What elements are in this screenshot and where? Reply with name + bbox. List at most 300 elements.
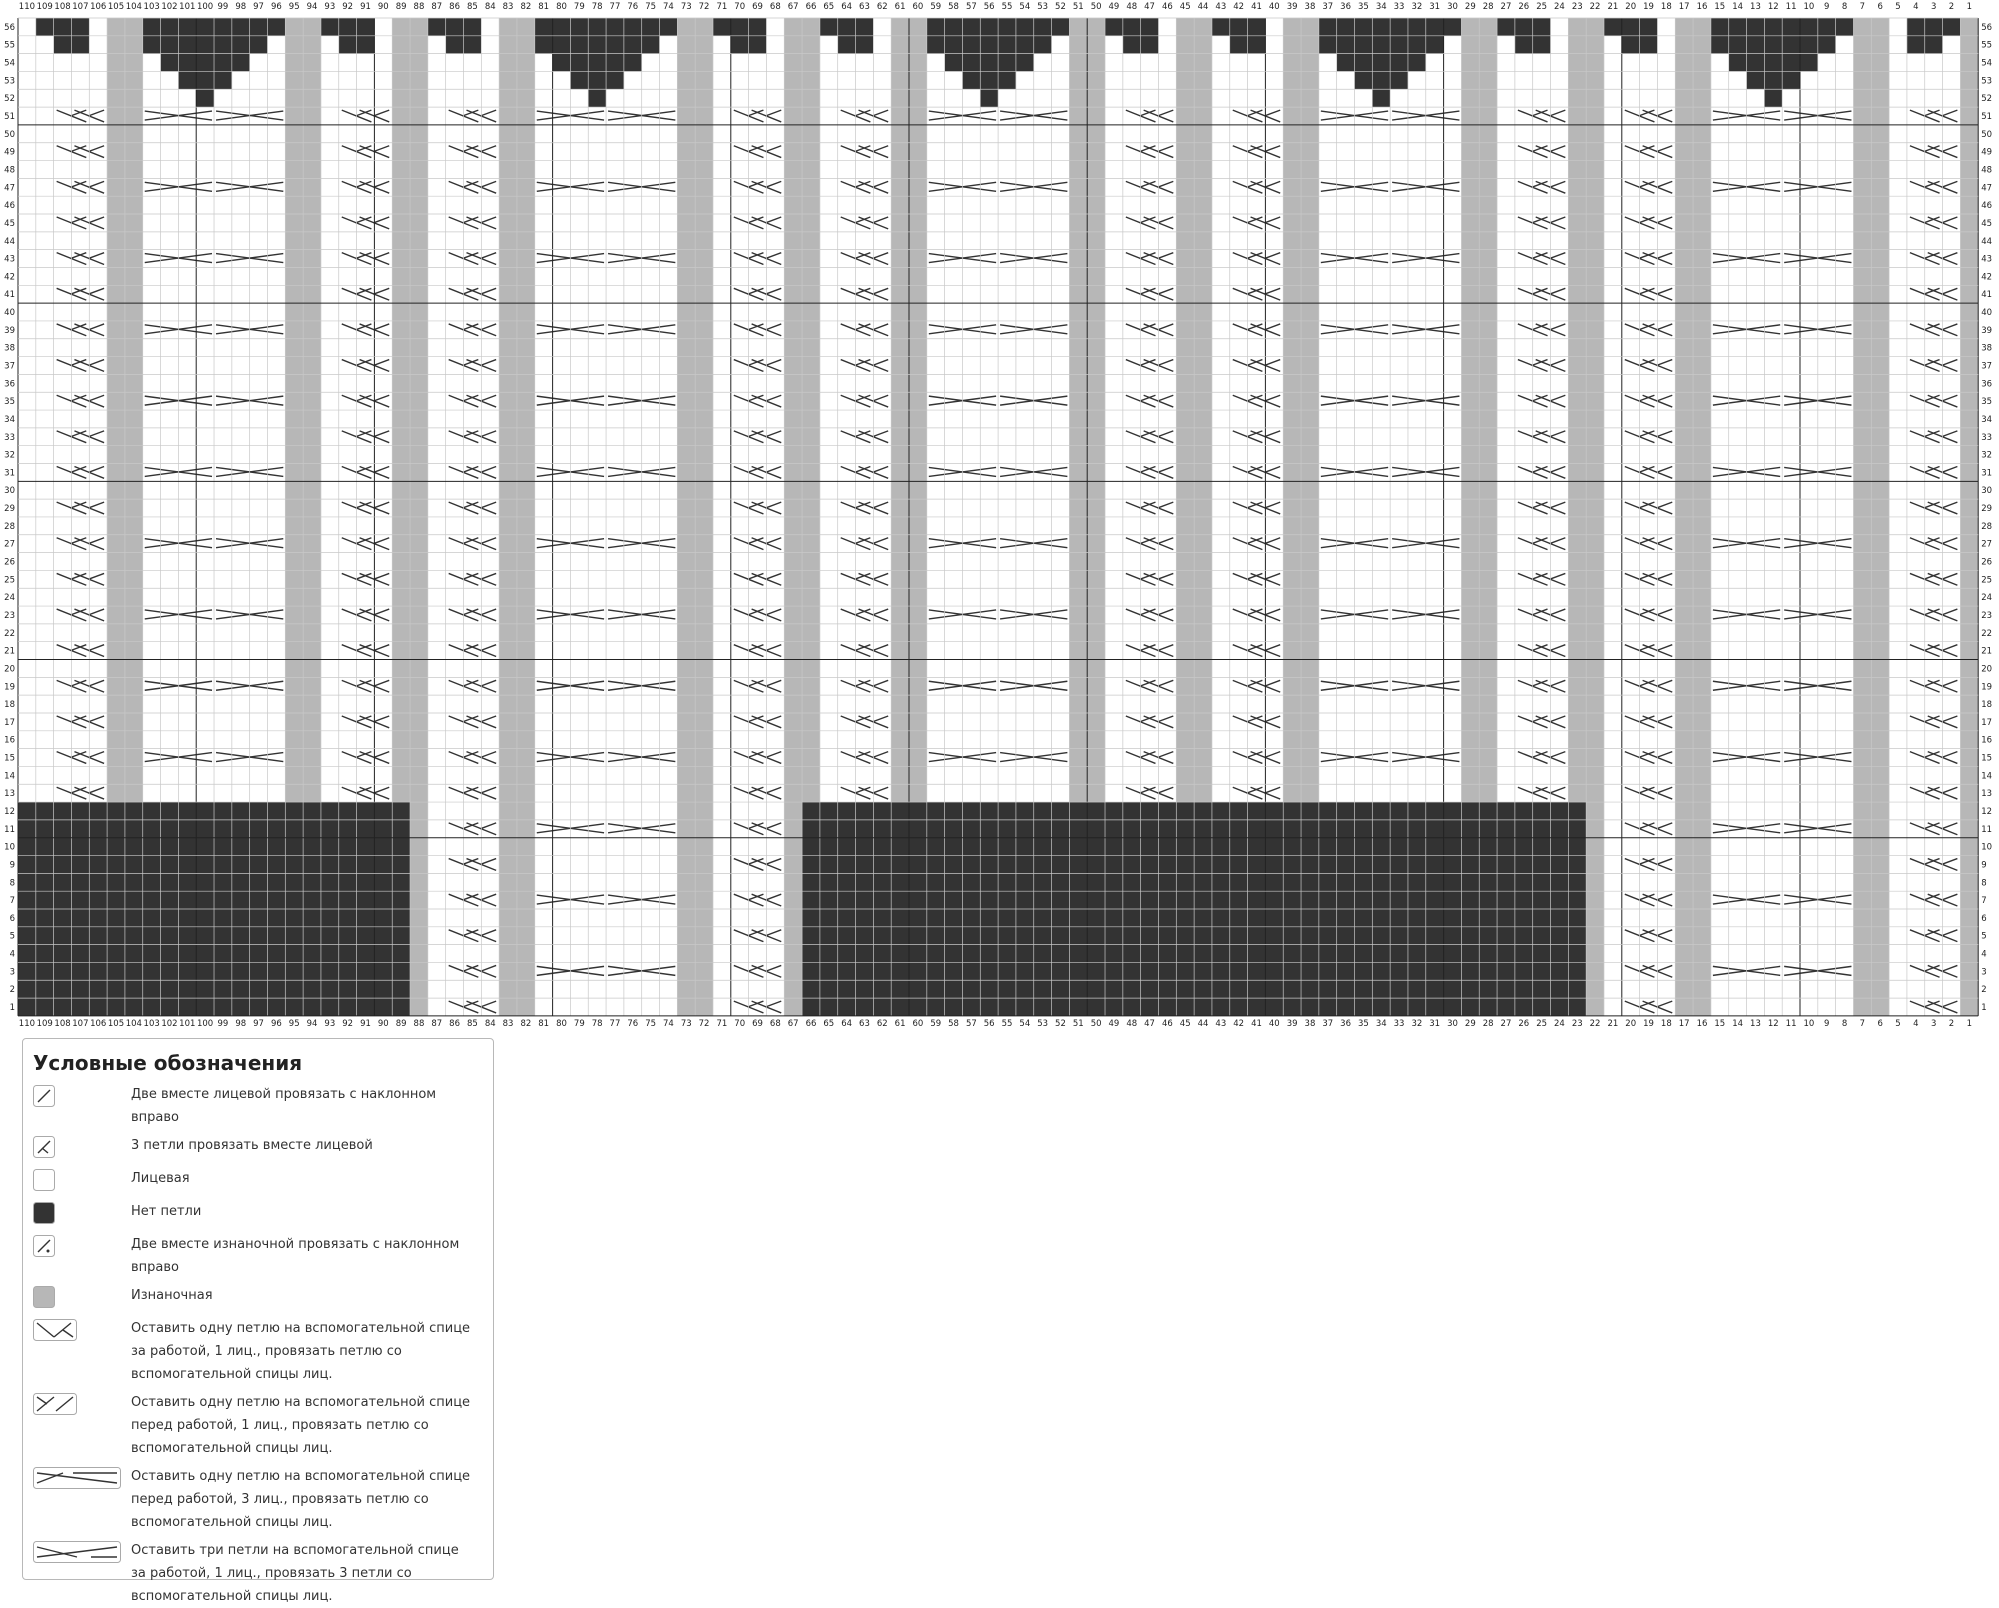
chart-cell	[107, 499, 125, 517]
chart-cell	[357, 588, 375, 606]
chart-cell	[891, 677, 909, 695]
chart-cell	[1711, 731, 1729, 749]
chart-cell	[1390, 517, 1408, 535]
chart-cell	[499, 535, 517, 553]
chart-cell	[713, 446, 731, 464]
chart-cell	[1800, 784, 1818, 802]
chart-cell	[1265, 891, 1283, 909]
chart-cell	[18, 998, 36, 1016]
chart-cell	[18, 214, 36, 232]
chart-cell	[1782, 250, 1800, 268]
chart-cell	[731, 766, 749, 784]
chart-cell	[1657, 909, 1675, 927]
chart-cell	[107, 766, 125, 784]
chart-cell	[1640, 642, 1658, 660]
chart-cell	[1497, 873, 1515, 891]
chart-cell	[36, 677, 54, 695]
chart-cell	[1034, 873, 1052, 891]
chart-cell	[1319, 446, 1337, 464]
chart-cell	[1711, 873, 1729, 891]
chart-cell	[909, 446, 927, 464]
chart-cell	[1158, 945, 1176, 963]
chart-cell	[178, 374, 196, 392]
chart-cell	[1087, 731, 1105, 749]
chart-cell	[1960, 570, 1978, 588]
chart-cell	[1889, 606, 1907, 624]
chart-cell	[1248, 570, 1266, 588]
chart-cell	[1069, 428, 1087, 446]
chart-cell	[909, 873, 927, 891]
chart-cell	[1836, 642, 1854, 660]
chart-cell	[464, 891, 482, 909]
chart-cell	[1604, 464, 1622, 482]
chart-cell	[642, 909, 660, 927]
chart-cell	[1087, 624, 1105, 642]
chart-cell	[1604, 214, 1622, 232]
chart-cell	[178, 446, 196, 464]
chart-cell	[1248, 909, 1266, 927]
chart-cell	[1123, 446, 1141, 464]
chart-cell	[1729, 998, 1747, 1016]
chart-cell	[1176, 945, 1194, 963]
chart-cell	[1925, 606, 1943, 624]
chart-cell	[909, 570, 927, 588]
chart-cell	[535, 499, 553, 517]
chart-cell	[1889, 553, 1907, 571]
chart-cell	[196, 766, 214, 784]
chart-cell	[1889, 642, 1907, 660]
chart-cell	[962, 214, 980, 232]
chart-cell	[161, 660, 179, 678]
chart-cell	[1372, 766, 1390, 784]
chart-cell	[392, 677, 410, 695]
chart-cell	[499, 588, 517, 606]
chart-cell	[1818, 838, 1836, 856]
chart-cell	[1337, 660, 1355, 678]
chart-cell	[392, 909, 410, 927]
chart-cell	[54, 873, 72, 891]
chart-cell	[606, 392, 624, 410]
chart-cell	[143, 998, 161, 1016]
chart-cell	[1889, 998, 1907, 1016]
chart-cell	[1283, 766, 1301, 784]
chart-cell	[392, 321, 410, 339]
chart-cell	[1355, 624, 1373, 642]
chart-cell	[1461, 642, 1479, 660]
chart-cell	[1230, 838, 1248, 856]
chart-cell	[1764, 588, 1782, 606]
chart-cell	[410, 499, 428, 517]
chart-cell	[1711, 339, 1729, 357]
chart-cell	[1337, 766, 1355, 784]
chart-cell	[374, 677, 392, 695]
chart-cell	[1800, 642, 1818, 660]
chart-cell	[250, 927, 268, 945]
chart-cell	[766, 499, 784, 517]
chart-cell	[535, 713, 553, 731]
chart-cell	[1194, 766, 1212, 784]
chart-cell	[1782, 481, 1800, 499]
chart-cell	[1711, 945, 1729, 963]
chart-cell	[962, 357, 980, 375]
chart-cell	[232, 695, 250, 713]
chart-cell	[1533, 392, 1551, 410]
chart-cell	[125, 606, 143, 624]
chart-cell	[1444, 962, 1462, 980]
chart-cell	[374, 820, 392, 838]
chart-cell	[1034, 267, 1052, 285]
chart-cell	[1390, 873, 1408, 891]
chart-cell	[1301, 267, 1319, 285]
chart-cell	[1158, 339, 1176, 357]
chart-cell	[1052, 339, 1070, 357]
chart-cell	[107, 481, 125, 499]
chart-cell	[1105, 535, 1123, 553]
chart-cell	[749, 731, 767, 749]
chart-cell	[606, 909, 624, 927]
chart-cell	[178, 642, 196, 660]
chart-cell	[499, 998, 517, 1016]
chart-cell	[1764, 499, 1782, 517]
chart-cell	[1747, 731, 1765, 749]
chart-cell	[481, 410, 499, 428]
chart-cell	[1533, 374, 1551, 392]
chart-cell	[588, 713, 606, 731]
chart-cell	[1551, 962, 1569, 980]
chart-cell	[36, 481, 54, 499]
chart-cell	[464, 232, 482, 250]
chart-cell	[873, 980, 891, 998]
chart-cell	[1301, 535, 1319, 553]
chart-cell	[1533, 410, 1551, 428]
chart-cell	[1176, 481, 1194, 499]
chart-cell	[873, 962, 891, 980]
chart-cell	[1622, 410, 1640, 428]
chart-cell	[1515, 553, 1533, 571]
chart-cell	[1586, 321, 1604, 339]
chart-cell	[89, 766, 107, 784]
chart-cell	[1622, 838, 1640, 856]
chart-cell	[1176, 392, 1194, 410]
chart-cell	[1818, 998, 1836, 1016]
chart-cell	[1675, 873, 1693, 891]
chart-cell	[1158, 410, 1176, 428]
chart-cell	[1853, 962, 1871, 980]
chart-cell	[1105, 624, 1123, 642]
chart-cell	[980, 962, 998, 980]
chart-cell	[1105, 784, 1123, 802]
chart-cell	[606, 250, 624, 268]
chart-cell	[838, 464, 856, 482]
chart-cell	[481, 624, 499, 642]
chart-cell	[1604, 766, 1622, 784]
chart-cell	[464, 285, 482, 303]
chart-cell	[1265, 267, 1283, 285]
chart-cell	[107, 891, 125, 909]
chart-cell	[428, 606, 446, 624]
chart-cell	[1390, 481, 1408, 499]
chart-cell	[1319, 731, 1337, 749]
chart-cell	[1747, 802, 1765, 820]
chart-cell	[1158, 784, 1176, 802]
chart-cell	[1087, 695, 1105, 713]
chart-cell	[357, 357, 375, 375]
chart-cell	[285, 998, 303, 1016]
chart-cell	[1747, 285, 1765, 303]
chart-cell	[214, 802, 232, 820]
chart-cell	[410, 891, 428, 909]
chart-cell	[339, 945, 357, 963]
chart-cell	[1141, 695, 1159, 713]
chart-cell	[481, 428, 499, 446]
chart-cell	[570, 945, 588, 963]
chart-cell	[357, 321, 375, 339]
chart-cell	[677, 909, 695, 927]
chart-cell	[1693, 499, 1711, 517]
chart-cell	[909, 321, 927, 339]
chart-cell	[196, 731, 214, 749]
chart-cell	[588, 499, 606, 517]
chart-cell	[1265, 464, 1283, 482]
chart-cell	[1319, 321, 1337, 339]
chart-cell	[1265, 606, 1283, 624]
chart-cell	[446, 321, 464, 339]
chart-cell	[1461, 517, 1479, 535]
chart-cell	[1693, 196, 1711, 214]
chart-cell	[606, 962, 624, 980]
chart-cell	[1052, 749, 1070, 767]
chart-cell	[161, 446, 179, 464]
chart-cell	[1141, 535, 1159, 553]
chart-cell	[446, 713, 464, 731]
chart-cell	[125, 856, 143, 874]
chart-cell	[125, 357, 143, 375]
chart-cell	[713, 339, 731, 357]
chart-cell	[1479, 517, 1497, 535]
chart-cell	[1194, 784, 1212, 802]
chart-cell	[1248, 766, 1266, 784]
chart-cell	[71, 784, 89, 802]
chart-cell	[161, 802, 179, 820]
chart-cell	[339, 856, 357, 874]
chart-cell	[588, 962, 606, 980]
chart-cell	[1123, 784, 1141, 802]
chart-cell	[1141, 927, 1159, 945]
chart-cell	[980, 553, 998, 571]
chart-cell	[321, 303, 339, 321]
chart-cell	[428, 660, 446, 678]
chart-cell	[980, 374, 998, 392]
chart-cell	[1693, 481, 1711, 499]
chart-cell	[446, 250, 464, 268]
chart-cell	[927, 731, 945, 749]
chart-cell	[1497, 196, 1515, 214]
chart-cell	[1568, 499, 1586, 517]
chart-cell	[1248, 660, 1266, 678]
chart-cell	[1444, 374, 1462, 392]
chart-cell	[1069, 570, 1087, 588]
chart-cell	[802, 873, 820, 891]
chart-cell	[1640, 392, 1658, 410]
chart-cell	[1925, 891, 1943, 909]
chart-cell	[1230, 392, 1248, 410]
chart-cell	[517, 481, 535, 499]
chart-cell	[446, 945, 464, 963]
chart-cell	[285, 570, 303, 588]
chart-cell	[1640, 606, 1658, 624]
chart-cell	[1158, 535, 1176, 553]
chart-cell	[1337, 962, 1355, 980]
chart-cell	[695, 624, 713, 642]
chart-cell	[820, 642, 838, 660]
chart-cell	[1533, 784, 1551, 802]
chart-cell	[838, 642, 856, 660]
chart-cell	[1871, 713, 1889, 731]
chart-cell	[161, 357, 179, 375]
chart-cell	[339, 891, 357, 909]
chart-cell	[1355, 588, 1373, 606]
chart-cell	[1141, 980, 1159, 998]
chart-cell	[107, 214, 125, 232]
chart-cell	[1640, 749, 1658, 767]
chart-cell	[54, 820, 72, 838]
chart-cell	[660, 998, 678, 1016]
chart-cell	[1123, 196, 1141, 214]
chart-cell	[1889, 820, 1907, 838]
chart-cell	[107, 285, 125, 303]
chart-cell	[731, 499, 749, 517]
chart-cell	[1729, 766, 1747, 784]
chart-cell	[838, 517, 856, 535]
chart-cell	[1230, 553, 1248, 571]
chart-cell	[1319, 588, 1337, 606]
chart-cell	[1764, 446, 1782, 464]
chart-cell	[1497, 285, 1515, 303]
chart-cell	[54, 980, 72, 998]
chart-cell	[232, 980, 250, 998]
chart-cell	[1764, 214, 1782, 232]
chart-cell	[1372, 945, 1390, 963]
chart-cell	[1194, 392, 1212, 410]
chart-cell	[1052, 410, 1070, 428]
chart-cell	[1568, 927, 1586, 945]
chart-cell	[1551, 321, 1569, 339]
chart-cell	[1158, 553, 1176, 571]
chart-cell	[962, 873, 980, 891]
chart-cell	[499, 660, 517, 678]
chart-cell	[250, 214, 268, 232]
chart-cell	[873, 570, 891, 588]
chart-cell	[178, 695, 196, 713]
chart-cell	[1622, 392, 1640, 410]
chart-cell	[1551, 196, 1569, 214]
chart-cell	[980, 945, 998, 963]
chart-cell	[802, 357, 820, 375]
chart-cell	[1907, 535, 1925, 553]
chart-cell	[1729, 909, 1747, 927]
chart-cell	[1283, 642, 1301, 660]
chart-cell	[624, 784, 642, 802]
chart-cell	[660, 517, 678, 535]
chart-cell	[1782, 214, 1800, 232]
chart-cell	[873, 214, 891, 232]
chart-cell	[1853, 553, 1871, 571]
chart-cell	[820, 766, 838, 784]
chart-cell	[1871, 517, 1889, 535]
chart-cell	[232, 998, 250, 1016]
chart-cell	[250, 410, 268, 428]
chart-cell	[1853, 766, 1871, 784]
chart-cell	[1158, 250, 1176, 268]
chart-cell	[1800, 410, 1818, 428]
chart-cell	[766, 713, 784, 731]
chart-cell	[713, 428, 731, 446]
chart-cell	[1925, 695, 1943, 713]
chart-cell	[1622, 695, 1640, 713]
chart-cell	[1657, 766, 1675, 784]
chart-cell	[838, 606, 856, 624]
chart-cell	[1907, 357, 1925, 375]
chart-cell	[1123, 606, 1141, 624]
chart-cell	[1052, 713, 1070, 731]
chart-cell	[713, 660, 731, 678]
chart-cell	[1925, 446, 1943, 464]
chart-cell	[1408, 214, 1426, 232]
chart-cell	[1230, 570, 1248, 588]
chart-cell	[1479, 713, 1497, 731]
chart-cell	[1800, 517, 1818, 535]
chart-cell	[428, 392, 446, 410]
chart-cell	[731, 660, 749, 678]
chart-cell	[873, 838, 891, 856]
chart-cell	[820, 214, 838, 232]
chart-cell	[1248, 784, 1266, 802]
chart-cell	[517, 749, 535, 767]
chart-cell	[1283, 856, 1301, 874]
chart-cell	[1123, 321, 1141, 339]
chart-cell	[749, 838, 767, 856]
chart-cell	[909, 267, 927, 285]
chart-cell	[196, 214, 214, 232]
chart-cell	[1319, 998, 1337, 1016]
chart-cell	[749, 517, 767, 535]
chart-cell	[945, 267, 963, 285]
chart-cell	[1568, 873, 1586, 891]
chart-cell	[161, 891, 179, 909]
chart-cell	[1960, 784, 1978, 802]
chart-cell	[410, 517, 428, 535]
chart-cell	[178, 285, 196, 303]
chart-cell	[36, 695, 54, 713]
chart-cell	[499, 517, 517, 535]
chart-cell	[1265, 588, 1283, 606]
chart-cell	[1568, 749, 1586, 767]
chart-cell	[54, 570, 72, 588]
chart-cell	[1925, 660, 1943, 678]
chart-cell	[410, 553, 428, 571]
chart-cell	[1034, 856, 1052, 874]
chart-cell	[1640, 891, 1658, 909]
chart-cell	[125, 731, 143, 749]
chart-cell	[695, 820, 713, 838]
chart-cell	[1853, 303, 1871, 321]
chart-cell	[1657, 374, 1675, 392]
chart-cell	[89, 232, 107, 250]
chart-cell	[642, 570, 660, 588]
chart-cell	[1871, 392, 1889, 410]
chart-cell	[962, 267, 980, 285]
chart-cell	[1176, 998, 1194, 1016]
